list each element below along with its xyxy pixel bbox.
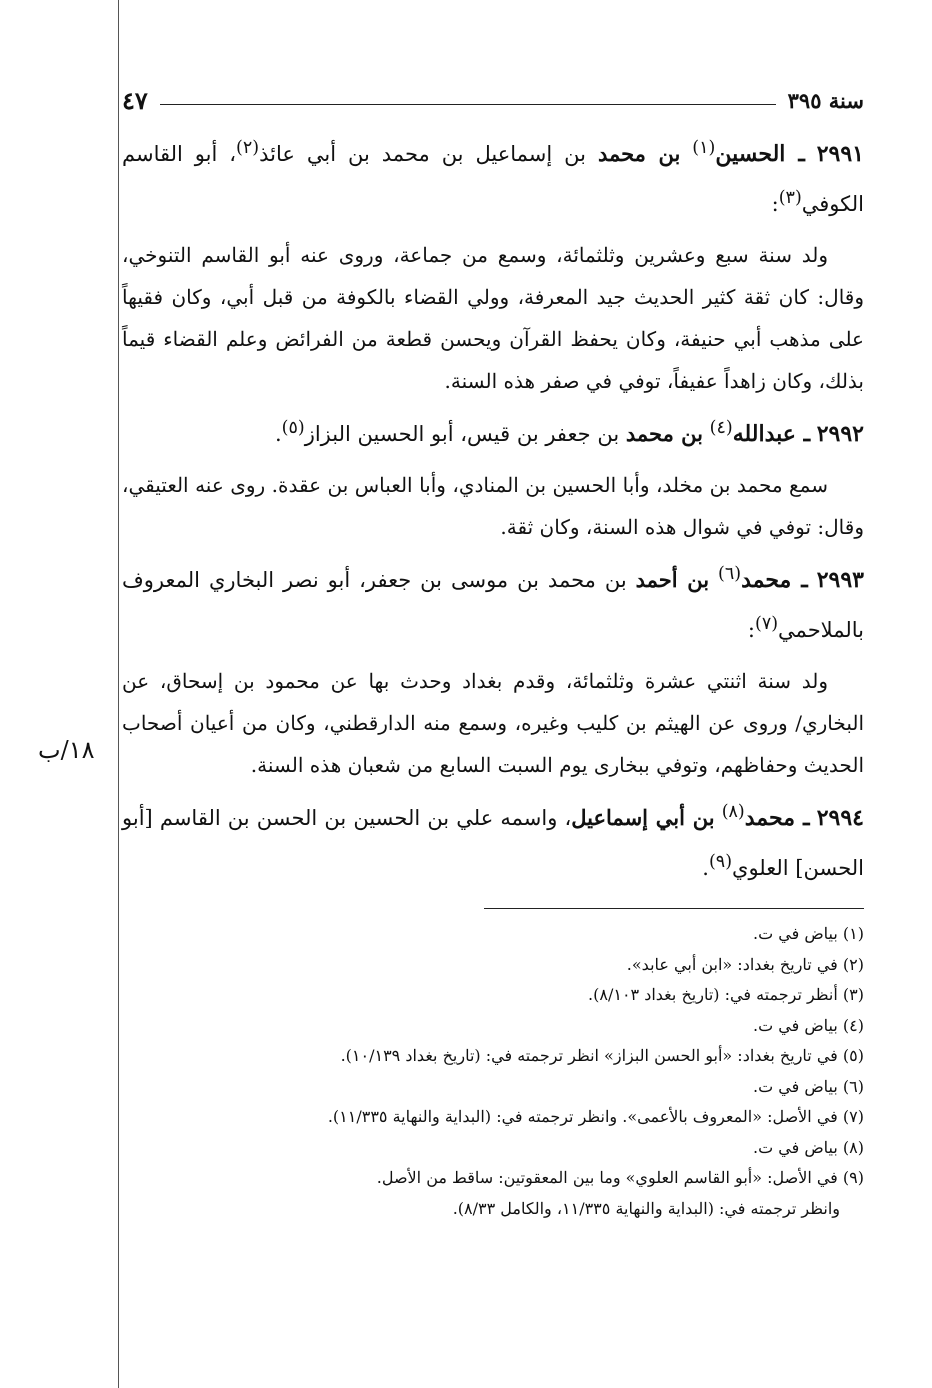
page-number: ٤٧	[122, 85, 148, 115]
footnote-ref: (١)	[692, 138, 716, 158]
footnote: (٩) في الأصل: «أبو القاسم العلوي» وما بين المعقوتين: ساقط من الأصل.	[376, 1168, 864, 1187]
biography-paragraph: سمع محمد بن مخلد، وأبا الحسين بن المنادي، وأبا العباس بن عقدة. روى عنه العتيقي، وقال: توفي في شوال هذه السنة، وكان ثقة.	[122, 473, 864, 539]
entry-lineage: بن محمد بن موسى بن جعفر، أبو نصر البخاري المعروف بالملاحمي	[122, 568, 864, 642]
entry-lineage: بن إسماعيل بن محمد بن أبي عائذ	[259, 142, 598, 166]
margin-rule	[118, 0, 119, 1388]
entry-end: :	[771, 192, 779, 216]
footnote-ref: (٤)	[709, 418, 733, 438]
entry-number: ٢٩٩٣	[816, 567, 864, 593]
footnote-ref: (٥)	[281, 418, 305, 438]
footnote: (٢) في تاريخ بغداد: «ابن أبي عابد».	[626, 954, 864, 974]
footnote-separator	[484, 908, 864, 909]
footnote-ref: (٣)	[778, 188, 802, 208]
footnote-ref: (٩)	[708, 852, 733, 872]
entry-lineage: بن جعفر بن قيس، أبو الحسين البزاز	[304, 422, 626, 446]
entry-dash: ـ	[795, 421, 811, 447]
book-page	[122, 80, 864, 1224]
footnotes-list	[122, 919, 864, 1224]
manuscript-folio-note: ١٨/ب	[38, 736, 95, 764]
entry-number: ٢٩٩٢	[816, 421, 864, 447]
entry-heading	[122, 126, 864, 226]
entry-name: محمد	[744, 805, 796, 831]
biography-paragraph: ولد سنة اثنتي عشرة وثلثمائة، وقدم بغداد وحدث بها عن محمود بن إسحاق، عن البخاري/ وروى عن الهيثم بن كليب وغيره، وسمع منه الدارقطني، وكان من أعيان أصحاب الحديث وحفاظهم، وتوفي ببخارى يوم السبت السابع من شعبان هذه السنة.	[122, 669, 864, 777]
footnote: (١) بياض في ت.	[753, 924, 864, 943]
entry-dash: ـ	[795, 805, 810, 831]
entry-name-bold: بن محمد	[625, 421, 703, 446]
footnote-continuation: وانظر ترجمته في: (البداية والنهاية ١١/٣٣٥، والكامل ٨/٣٣).	[452, 1198, 840, 1218]
entry-end: .	[274, 422, 282, 446]
entry-heading	[122, 406, 864, 456]
entry-end: .	[702, 856, 709, 880]
entry-number: ٢٩٩٤	[816, 805, 864, 831]
entry-number: ٢٩٩١	[816, 141, 864, 167]
entry-heading	[122, 790, 864, 890]
footnote: (٧) في الأصل: «المعروف بالأعمى». وانظر ترجمته في: (البداية والنهاية ١١/٣٣٥).	[327, 1107, 864, 1126]
footnote: (٦) بياض في ت.	[753, 1076, 864, 1096]
entry-name: محمد	[741, 567, 792, 593]
entry-name-bold: بن أحمد	[635, 567, 710, 592]
entry-heading	[122, 552, 864, 652]
entry-name-bold: بن محمد	[597, 141, 681, 166]
entry-name: عبدالله	[732, 421, 796, 447]
biography-paragraph: ولد سنة سبع وعشرين وثلثمائة، وسمع من جماعة، وروى عنه أبو القاسم التنوخي، وقال: كان ثقة كثير الحديث جيد المعرفة، وولي القضاء بالكوفة من قبل أبي، وكان فقيهاً على مذهب أبي حنيفة، وكان يحفظ القرآن ويحسن قطعة من الفرائض وعلم القضاء قيماً بذلك، وكان زاهداً عفيفاً، توفي في صفر هذه السنة.	[122, 243, 864, 393]
entry-lineage: ، واسمه علي بن الحسين بن الحسن بن القاسم [أبو الحسن] العلوي	[122, 806, 864, 880]
footnote-ref: (٢)	[236, 138, 260, 158]
footnote-ref: (٦)	[718, 564, 742, 584]
footnote-ref: (٨)	[721, 802, 745, 822]
entry-dash: ـ	[791, 567, 808, 593]
footnote: (٤) بياض في ت.	[753, 1015, 864, 1035]
footnote: (٣) أنظر ترجمته في: (تاريخ بغداد ٨/١٠٣).	[588, 985, 864, 1004]
header-rule	[160, 104, 776, 105]
entry-kunya: ، أبو القاسم الكوفي	[122, 142, 864, 216]
entry-dash: ـ	[785, 141, 805, 167]
footnote: (٨) بياض في ت.	[753, 1137, 864, 1157]
footnote-ref: (٧)	[754, 614, 779, 634]
running-header	[122, 80, 864, 120]
entry-name-bold: بن أبي إسماعيل	[571, 805, 715, 830]
header-year: سنة ٣٩٥	[787, 87, 864, 113]
entry-end: :	[747, 618, 755, 642]
footnote: (٥) في تاريخ بغداد: «أبو الحسن البزاز» انظر ترجمته في: (تاريخ بغداد ١٠/١٣٩).	[340, 1046, 864, 1065]
entry-name: الحسين	[715, 141, 786, 167]
